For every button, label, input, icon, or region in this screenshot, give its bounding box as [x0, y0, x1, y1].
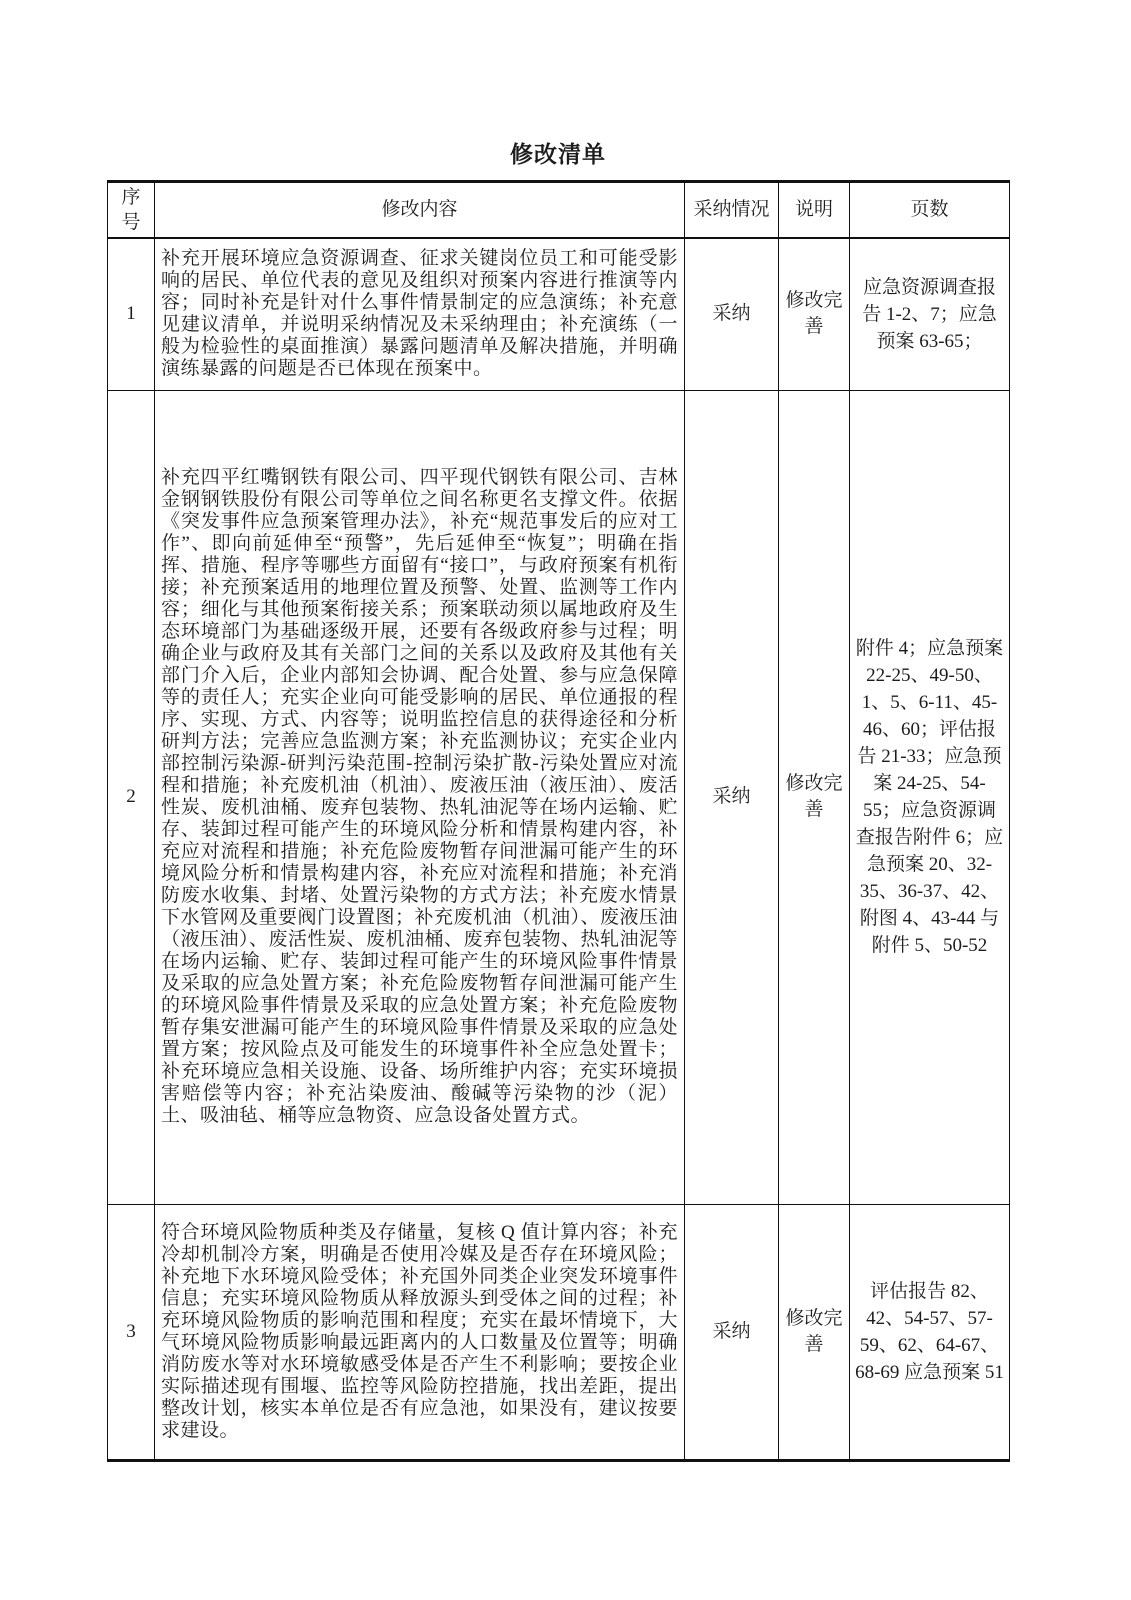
serial-number-cell: 2: [108, 390, 155, 1204]
adoption-status-cell: 采纳: [685, 238, 779, 390]
page-numbers-cell: 附件 4；应急预案 22-25、49-50、1、5、6-11、45-46、60；评估报告 21-33；应急预案 24-25、54-55；应急资源调查报告附件 6；应急预案 20、32-35、36-37、42、附图 4、43-44 与附件 5、50-52: [850, 390, 1010, 1204]
page-numbers-cell: 评估报告 82、42、54-57、57-59、62、64-67、68-69 应急预案 51: [850, 1204, 1010, 1460]
page-title: 修改清单: [510, 142, 606, 167]
serial-number-cell: 1: [108, 238, 155, 390]
modification-content-cell: 补充开展环境应急资源调查、征求关键岗位员工和可能受影响的居民、单位代表的意见及组织对预案内容进行推演等内容；同时补充是针对什么事件情景制定的应急演练；补充意见建议清单，并说明采纳情况及未采纳理由；补充演练（一般为检验性的桌面推演）暴露问题清单及解决措施，并明确演练暴露的问题是否已体现在预案中。: [155, 238, 685, 390]
header-adoption-status: 采纳情况: [685, 182, 779, 239]
table-row: [108, 238, 1010, 390]
table-row: [108, 390, 1010, 1204]
explanation-cell: 修改完善: [779, 1204, 850, 1460]
header-serial-number-label: 序号: [121, 187, 141, 233]
table-row: [108, 1204, 1010, 1460]
adoption-status-cell: 采纳: [685, 1204, 779, 1460]
header-page-numbers: 页数: [850, 182, 1010, 239]
page-numbers-cell: 应急资源调查报告 1-2、7；应急预案 63-65；: [850, 238, 1010, 390]
header-explanation: 说明: [779, 182, 850, 239]
header-serial-number: [108, 182, 155, 239]
header-modification-content: 修改内容: [155, 182, 685, 239]
modification-content-cell: 补充四平红嘴钢铁有限公司、四平现代钢铁有限公司、吉林金钢钢铁股份有限公司等单位之间名称更名支撑文件。依据《突发事件应急预案管理办法》，补充“规范事发后的应对工作”、即向前延伸至“预警”，先后延伸至“恢复”；明确在指挥、措施、程序等哪些方面留有“接口”，与政府预案有机衔接；补充预案适用的地理位置及预警、处置、监测等工作内容；细化与其他预案衔接关系；预案联动须以属地政府及生态环境部门为基础逐级开展，还要有各级政府参与过程；明确企业与政府及其有关部门之间的关系以及政府及其他有关部门介入后，企业内部知会协调、配合处置、参与应急保障等的责任人；充实企业向可能受影响的居民、单位通报的程序、实现、方式、内容等；说明监控信息的获得途径和分析研判方法；完善应急监测方案；补充监测协议；充实企业内部控制污染源-研判污染范围-控制污染扩散-污染处置应对流程和措施；补充废机油（机油）、废液压油（液压油）、废活性炭、废机油桶、废弃包装物、热轧油泥等在场内运输、贮存、装卸过程可能产生的环境风险分析和情景构建内容，补充应对流程和措施；补充危险废物暂存间泄漏可能产生的环境风险分析和情景构建内容，补充应对流程和措施；补充消防废水收集、封堵、处置污染物的方式方法；补充废水情景下水管网及重要阀门设置图；补充废机油（机油）、废液压油（液压油）、废活性炭、废机油桶、废弃包装物、热轧油泥等在场内运输、贮存、装卸过程可能产生的环境风险事件情景及采取的应急处置方案；补充危险废物暂存间泄漏可能产生的环境风险事件情景及采取的应急处置方案；补充危险废物暂存集安泄漏可能产生的环境风险事件情景及采取的应急处置方案；按风险点及可能发生的环境事件补全应急处置卡；补充环境应急相关设施、设备、场所维护内容；充实环境损害赔偿等内容；补充沾染废油、酸碱等污染物的沙（泥）土、吸油毡、桶等应急物资、应急设备处置方式。: [155, 390, 685, 1204]
explanation-cell: 修改完善: [779, 390, 850, 1204]
modification-list-table: [107, 180, 1010, 1462]
explanation-cell: 修改完善: [779, 238, 850, 390]
adoption-status-cell: 采纳: [685, 390, 779, 1204]
table-header-row: [108, 182, 1010, 239]
serial-number-cell: 3: [108, 1204, 155, 1460]
modification-content-cell: 符合环境风险物质种类及存储量，复核 Q 值计算内容；补充冷却机制冷方案，明确是否使用冷媒及是否存在环境风险；补充地下水环境风险受体；补充国外同类企业突发环境事件信息；充实环境风险物质从释放源头到受体之间的过程；补充环境风险物质的影响范围和程度；充实在最坏情境下，大气环境风险物质影响最远距离内的人口数量及位置等；明确消防废水等对水环境敏感受体是否产生不利影响；要按企业实际描述现有围堰、监控等风险防控措施，找出差距，提出整改计划，核实本单位是否有应急池，如果没有，建议按要求建设。: [155, 1204, 685, 1460]
